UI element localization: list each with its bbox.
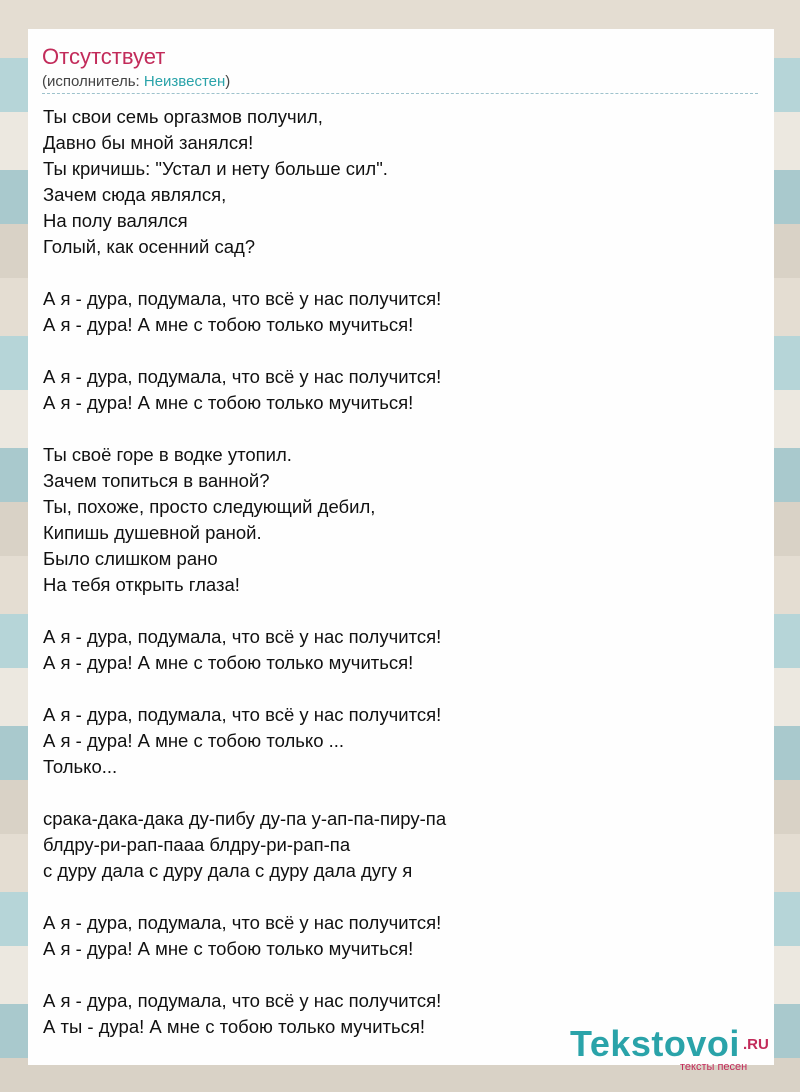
lyric-line: срака-дака-дака ду-пибу ду-па у-ап-па-пиру-па (43, 808, 447, 829)
logo-wordmark: Tekstovoi (570, 1023, 740, 1064)
stanza-break (43, 676, 743, 702)
stanza-break (43, 598, 743, 624)
lyric-line: Кипишь душевной раной. (43, 522, 262, 543)
lyric-line: А я - дура! А мне с тобою только мучиться! (43, 314, 414, 335)
lyric-line: А я - дура, подумала, что всё у нас получится! (43, 990, 442, 1011)
stanza-break (43, 962, 743, 988)
lyric-line: На полу валялся (43, 210, 188, 231)
artist-line (42, 73, 230, 90)
lyric-line: Голый, как осенний сад? (43, 236, 256, 257)
lyric-line: Ты кричишь: "Устал и нету больше сил". (43, 158, 388, 179)
lyric-line: А я - дура, подумала, что всё у нас получится! (43, 366, 442, 387)
artist-suffix: ) (225, 73, 231, 90)
title-divider (42, 93, 758, 94)
lyric-line: А я - дура! А мне с тобою только мучиться! (43, 938, 414, 959)
lyric-line: А ты - дура! А мне с тобою только мучиться! (43, 1016, 426, 1037)
lyric-line: А я - дура! А мне с тобою только ... (43, 730, 345, 751)
site-logo[interactable] (570, 1024, 775, 1074)
lyric-line: Ты, похоже, просто следующий дебил, (43, 496, 376, 517)
lyric-line: Зачем топиться в ванной? (43, 470, 270, 491)
artist-prefix: (исполнитель: (42, 73, 144, 90)
lyric-line: Только... (43, 756, 118, 777)
lyric-line: Ты свои семь оргазмов получил, (43, 106, 323, 127)
stanza-break (43, 338, 743, 364)
song-title: Отсутствует (42, 44, 166, 69)
logo-tagline: тексты песен (680, 1061, 748, 1073)
lyric-line: А я - дура, подумала, что всё у нас получится! (43, 704, 442, 725)
logo-domain-suffix: .RU (743, 1036, 769, 1053)
stanza-break (43, 416, 743, 442)
artist-link[interactable]: Неизвестен (143, 73, 226, 90)
lyric-line: А я - дура! А мне с тобою только мучиться! (43, 652, 414, 673)
lyric-line: А я - дура! А мне с тобою только мучиться! (43, 392, 414, 413)
stanza-break (43, 884, 743, 910)
lyric-line: Зачем сюда являлся, (43, 184, 227, 205)
stanza-break (43, 780, 743, 806)
lyric-line: А я - дура, подумала, что всё у нас получится! (43, 912, 442, 933)
lyric-line: с дуру дала с дуру дала с дуру дала дугу я (43, 860, 413, 881)
lyric-line: блдру-ри-рап-пааа блдру-ри-рап-па (43, 834, 351, 855)
lyrics-text (43, 104, 743, 1040)
lyric-line: На тебя открыть глаза! (43, 574, 240, 595)
lyric-line: А я - дура, подумала, что всё у нас получится! (43, 626, 442, 647)
lyric-line: Давно бы мной занялся! (43, 132, 254, 153)
lyric-line: А я - дура, подумала, что всё у нас получится! (43, 288, 442, 309)
stanza-break (43, 260, 743, 286)
lyric-line: Ты своё горе в водке утопил. (43, 444, 292, 465)
lyric-line: Было слишком рано (43, 548, 218, 569)
